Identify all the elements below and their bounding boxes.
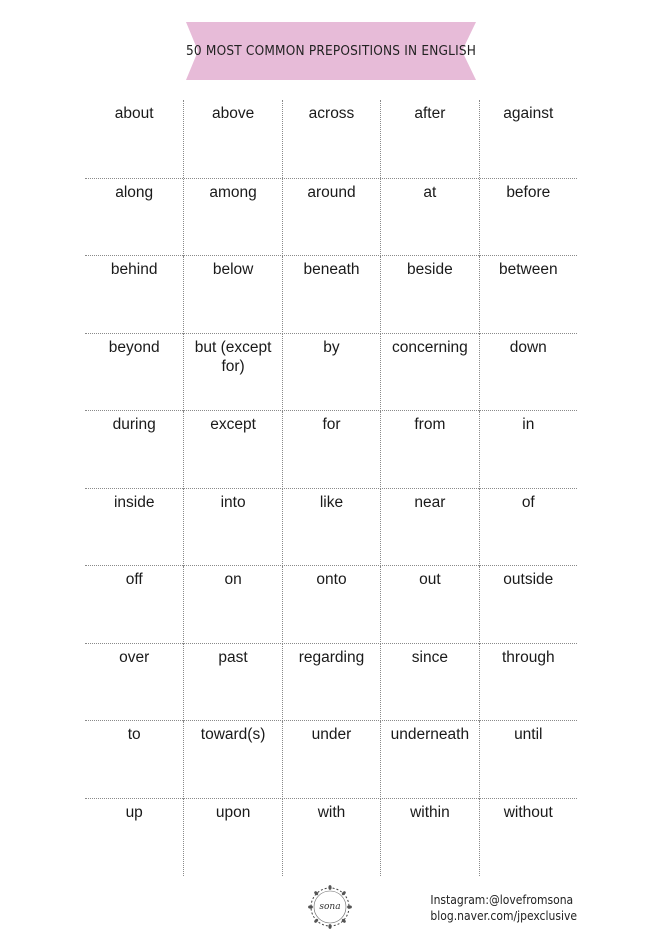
preposition-cell: around bbox=[282, 179, 380, 257]
preposition-cell: but (except for) bbox=[183, 334, 281, 412]
preposition-cell: from bbox=[380, 411, 478, 489]
preposition-cell: in bbox=[479, 411, 577, 489]
preposition-cell: since bbox=[380, 644, 478, 722]
preposition-cell: above bbox=[183, 100, 281, 178]
prepositions-grid bbox=[85, 100, 577, 875]
preposition-cell: over bbox=[119, 648, 150, 666]
blog-url[interactable]: blog.naver.com/jpexclusive bbox=[430, 909, 577, 923]
preposition-cell: before bbox=[479, 179, 577, 257]
preposition-cell: along bbox=[115, 183, 154, 201]
preposition-cell: out bbox=[380, 566, 478, 644]
preposition-cell: across bbox=[282, 100, 380, 178]
logo-text: sona bbox=[319, 902, 341, 912]
grid-row bbox=[85, 100, 577, 178]
preposition-cell: for bbox=[282, 411, 380, 489]
preposition-cell: among bbox=[183, 179, 281, 257]
preposition-cell: to bbox=[127, 726, 141, 743]
preposition-cell: beyond bbox=[108, 338, 160, 356]
grid-row bbox=[85, 798, 577, 877]
preposition-cell: into bbox=[183, 489, 281, 567]
preposition-cell: beside bbox=[380, 256, 478, 334]
preposition-cell: at bbox=[380, 179, 478, 257]
instagram-handle[interactable]: Instagram:@lovefromsona bbox=[430, 893, 574, 907]
preposition-cell: about bbox=[114, 105, 154, 122]
preposition-cell: within bbox=[380, 799, 478, 877]
preposition-cell: through bbox=[479, 644, 577, 722]
preposition-cell: off bbox=[125, 571, 143, 588]
preposition-cell: inside bbox=[113, 493, 155, 511]
preposition-cell: under bbox=[282, 721, 380, 799]
preposition-cell: on bbox=[183, 566, 281, 644]
preposition-cell: after bbox=[380, 100, 478, 178]
preposition-cell: past bbox=[183, 644, 281, 722]
preposition-cell: underneath bbox=[380, 721, 478, 799]
preposition-cell: near bbox=[380, 489, 478, 567]
preposition-cell: up bbox=[125, 803, 143, 821]
preposition-cell: except bbox=[183, 411, 281, 489]
preposition-cell: during bbox=[112, 416, 156, 433]
grid-row bbox=[85, 333, 577, 412]
preposition-cell: without bbox=[479, 799, 577, 877]
preposition-cell: between bbox=[479, 256, 577, 334]
preposition-cell: regarding bbox=[282, 644, 380, 722]
preposition-cell: down bbox=[479, 334, 577, 412]
preposition-cell: by bbox=[282, 334, 380, 412]
grid-row bbox=[85, 255, 577, 334]
preposition-cell: behind bbox=[110, 261, 158, 278]
title-banner bbox=[186, 22, 476, 80]
preposition-cell: outside bbox=[479, 566, 577, 644]
preposition-cell: below bbox=[183, 256, 281, 334]
preposition-cell: concerning bbox=[380, 334, 478, 412]
credits bbox=[430, 892, 577, 924]
grid-row bbox=[85, 643, 577, 722]
preposition-cell: against bbox=[479, 100, 577, 178]
grid-row bbox=[85, 488, 577, 567]
page-title: 50 MOST COMMON PREPOSITIONS IN ENGLISH bbox=[186, 43, 477, 59]
grid-row bbox=[85, 178, 577, 257]
grid-row bbox=[85, 565, 577, 644]
preposition-cell: beneath bbox=[282, 256, 380, 334]
grid-row bbox=[85, 720, 577, 799]
grid-row bbox=[85, 410, 577, 489]
preposition-cell: like bbox=[282, 489, 380, 567]
preposition-cell: upon bbox=[183, 799, 281, 877]
preposition-cell: until bbox=[479, 721, 577, 799]
preposition-cell: toward(s) bbox=[183, 721, 281, 799]
wreath-logo bbox=[307, 884, 353, 930]
preposition-cell: onto bbox=[282, 566, 380, 644]
preposition-cell: of bbox=[479, 489, 577, 567]
preposition-cell: with bbox=[282, 799, 380, 877]
